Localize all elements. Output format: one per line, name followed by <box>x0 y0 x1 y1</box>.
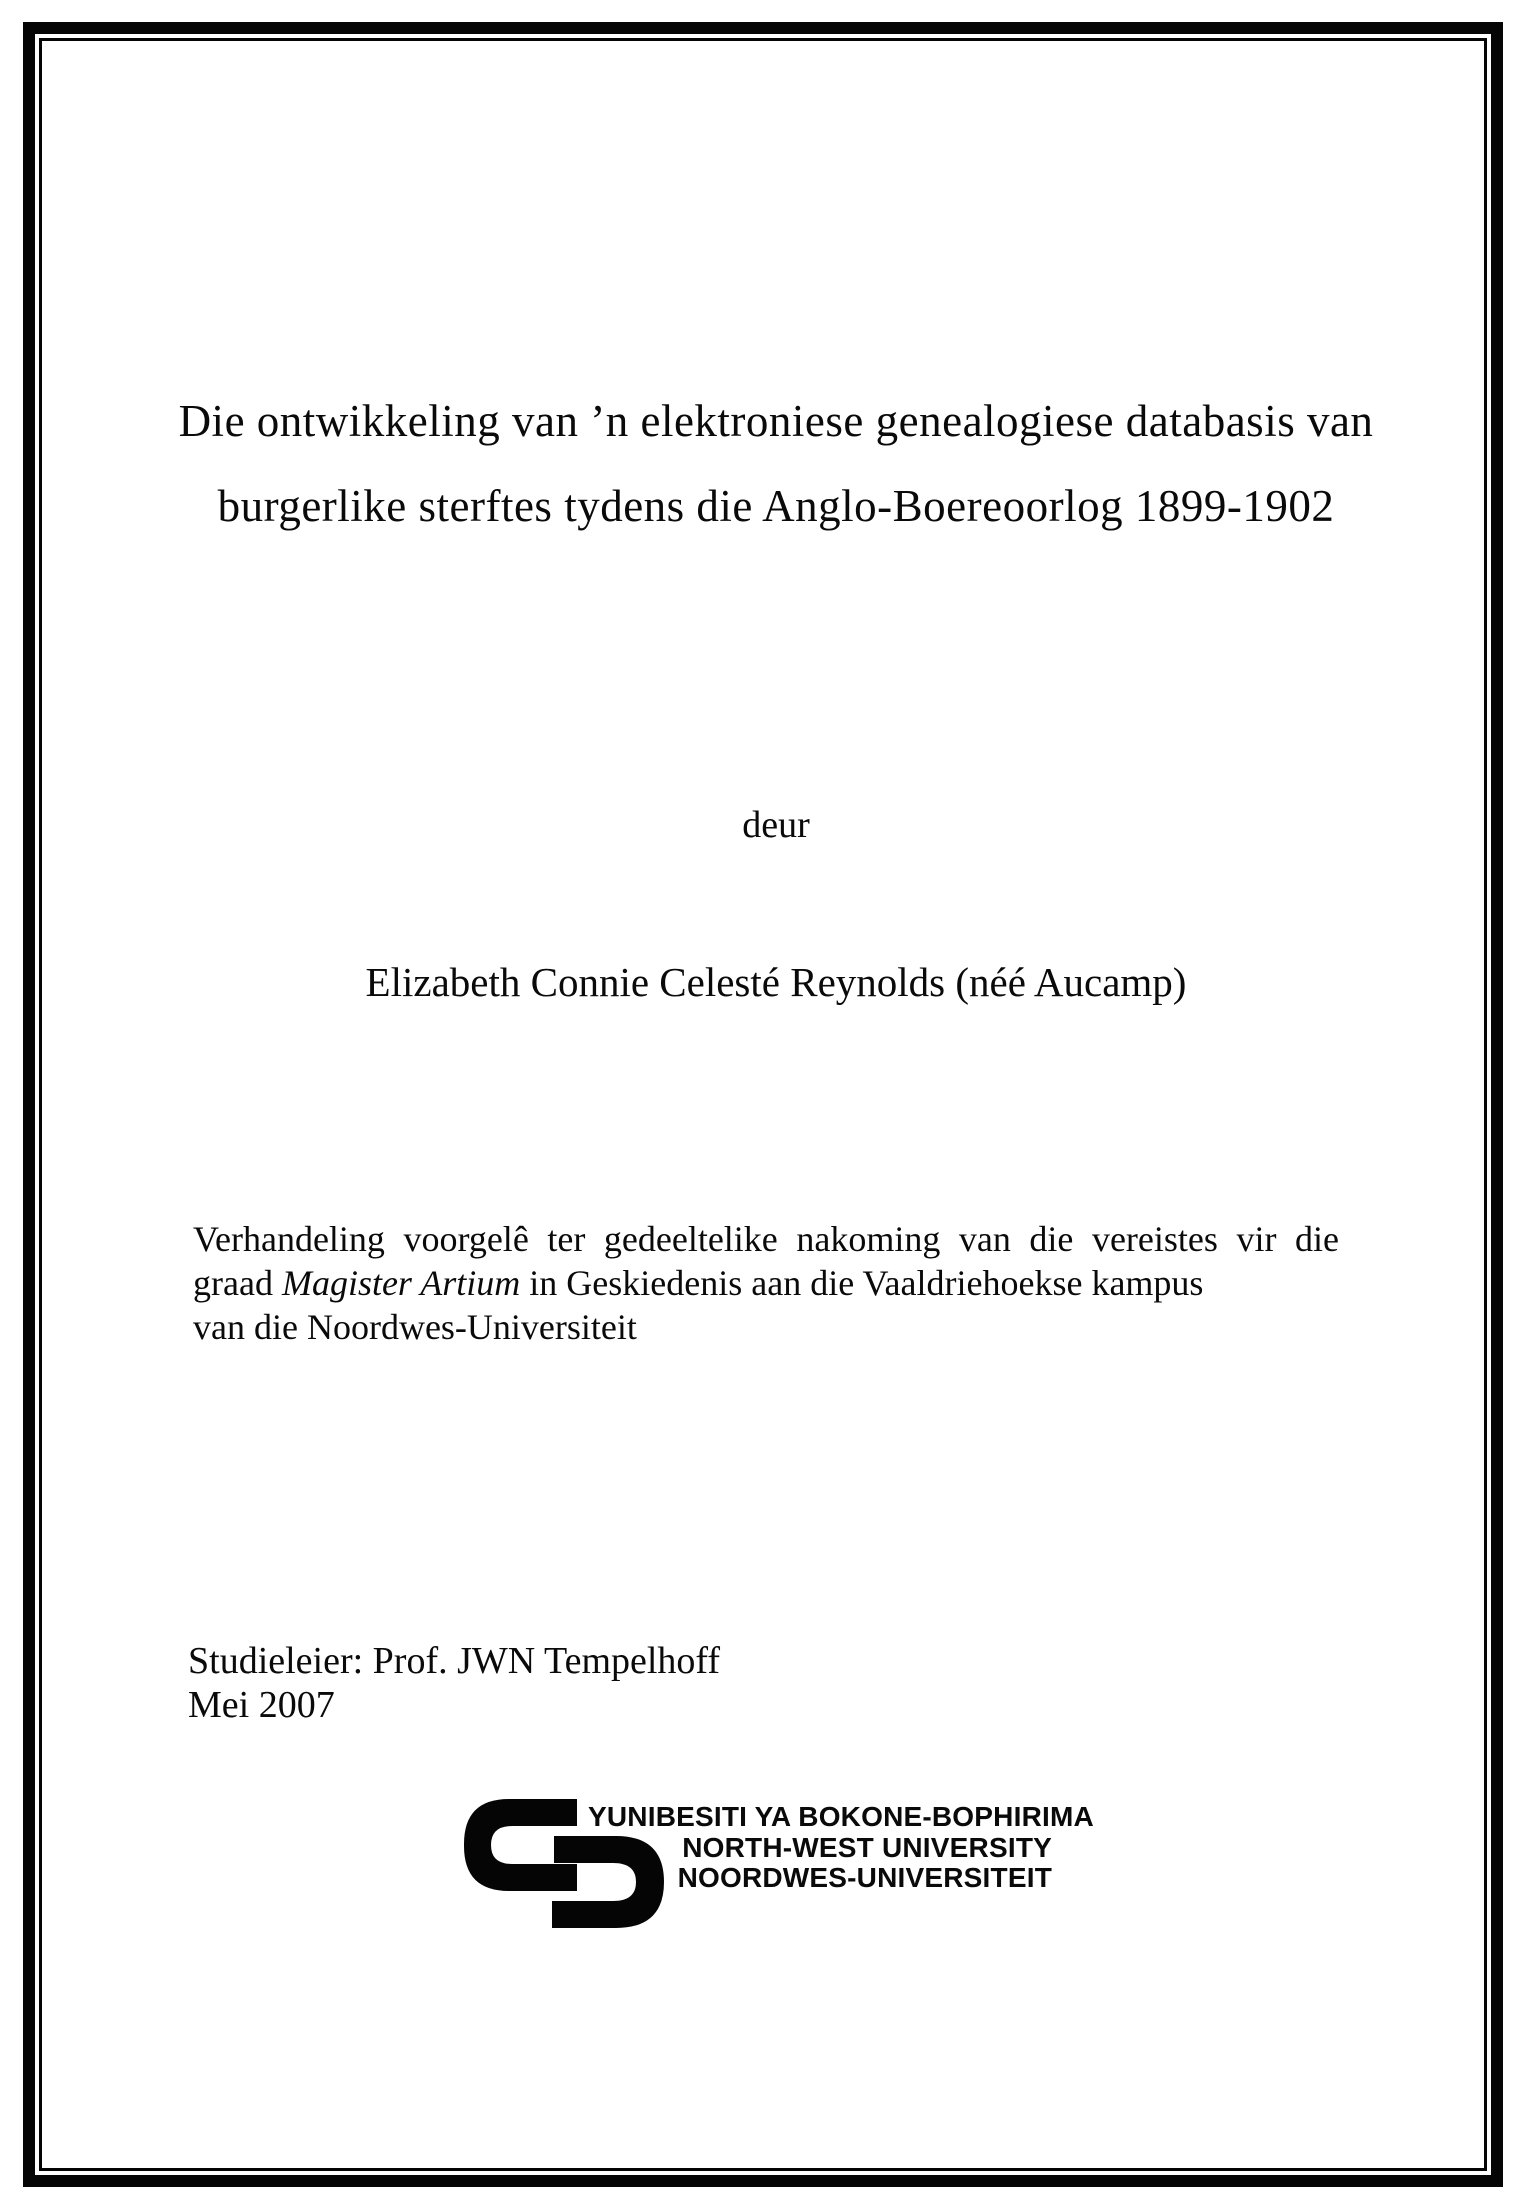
thesis-title <box>25 379 1527 549</box>
supervisor-line: Studieleier: Prof. JWN Tempelhoff <box>188 1640 721 1682</box>
supervisor-block <box>188 1639 720 1727</box>
degree-statement-line2-prefix: graad <box>193 1263 282 1303</box>
degree-statement-line2 <box>193 1261 1339 1305</box>
degree-statement <box>193 1217 1339 1349</box>
thesis-title-line2: burgerlike sterftes tydens die Anglo-Boereoorlog 1899-1902 <box>217 481 1335 531</box>
logo-text-line1: YUNIBESITI YA BOKONE-BOPHIRIMA <box>588 1801 1094 1832</box>
thesis-title-line1: Die ontwikkeling van ’n elektroniese genealogiese databasis van <box>178 396 1374 446</box>
byline-label: deur <box>742 804 810 846</box>
logo-text-line3: NOORDWES-UNIVERSITEIT <box>677 1862 1052 1893</box>
degree-name-italic: Magister Artium <box>281 1263 521 1303</box>
author-name: Elizabeth Connie Celesté Reynolds (néé Aucamp) <box>365 959 1187 1005</box>
degree-statement-line2-suffix: in Geskiedenis aan die Vaaldriehoekse kampus <box>520 1263 1204 1303</box>
logo-text-line2: NORTH-WEST UNIVERSITY <box>682 1831 1052 1863</box>
degree-statement-line3: van die Noordwes-Universiteit <box>193 1307 637 1347</box>
date-line: Mei 2007 <box>188 1684 335 1726</box>
degree-statement-line1: Verhandeling voorgelê ter gedeeltelike nakoming van die vereistes vir die <box>193 1219 1339 1259</box>
university-logo-text <box>588 1801 1094 1894</box>
